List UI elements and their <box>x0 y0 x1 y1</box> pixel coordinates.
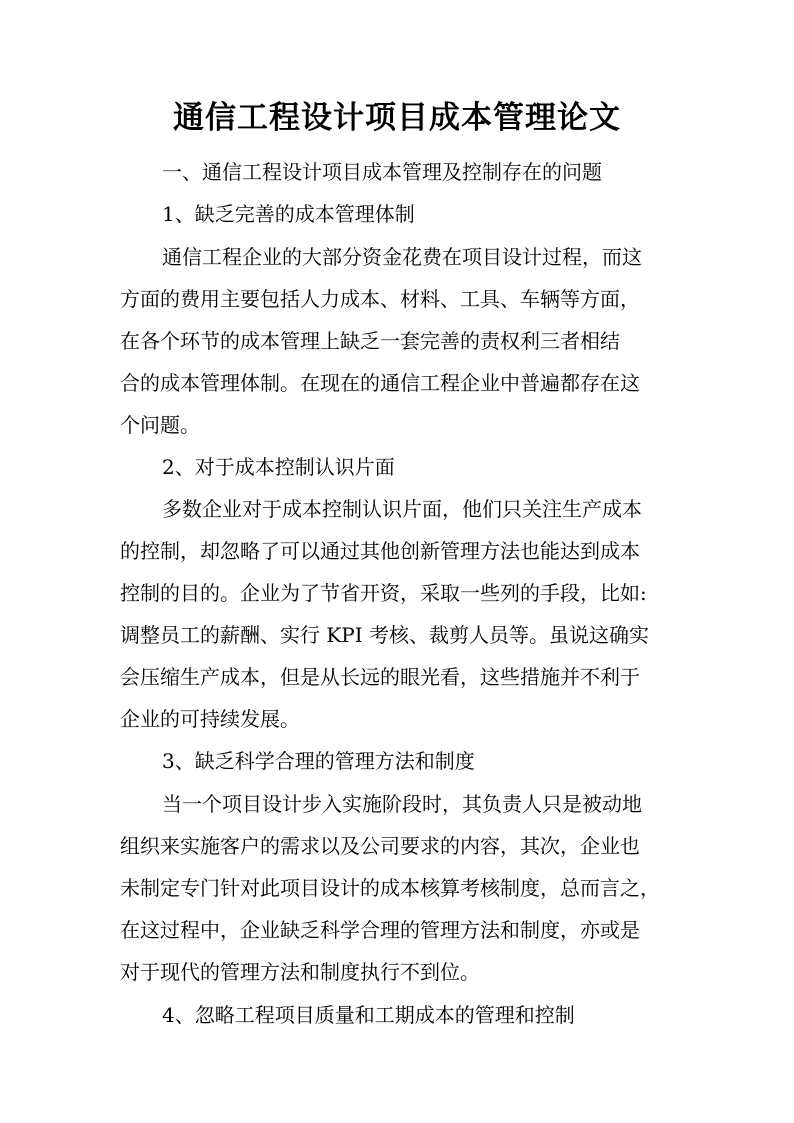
paragraph-line: 调整员工的薪酬、实行 KPI 考核、裁剪人员等。虽说这确实 <box>120 623 650 647</box>
paragraph-line: 方面的费用主要包括人力成本、材料、工具、车辆等方面， <box>120 287 640 311</box>
paragraph-line: 个问题。 <box>120 413 200 437</box>
paragraph-line: 在这过程中，企业缺乏科学合理的管理方法和制度，亦或是 <box>120 918 640 942</box>
paragraph-line: 的控制，却忽略了可以通过其他创新管理方法也能达到成本 <box>120 539 640 563</box>
paragraph-line: 企业的可持续发展。 <box>120 707 300 731</box>
subsection-heading-1: 1、缺乏完善的成本管理体制 <box>162 202 415 226</box>
paragraph-line: 控制的目的。企业为了节省开资，采取一些列的手段，比如: <box>120 581 647 605</box>
paragraph-line: 会压缩生产成本，但是从长远的眼光看，这些措施并不利于 <box>120 665 640 689</box>
paragraph-line: 通信工程企业的大部分资金花费在项目设计过程，而这 <box>162 245 642 269</box>
paragraph-line: 对于现代的管理方法和制度执行不到位。 <box>120 960 480 984</box>
paragraph-line: 在各个环节的成本管理上缺乏一套完善的责权利三者相结 <box>120 329 620 353</box>
paragraph-line: 未制定专门针对此项目设计的成本核算考核制度，总而言之， <box>120 876 660 900</box>
document-title: 通信工程设计项目成本管理论文 <box>173 100 621 136</box>
paragraph-line: 当一个项目设计步入实施阶段时，其负责人只是被动地 <box>162 792 642 816</box>
paragraph-line: 多数企业对于成本控制认识片面，他们只关注生产成本 <box>162 497 642 521</box>
subsection-heading-3: 3、缺乏科学合理的管理方法和制度 <box>162 749 475 773</box>
paragraph-line: 合的成本管理体制。在现在的通信工程企业中普遍都存在这 <box>120 371 640 395</box>
subsection-heading-4: 4、忽略工程项目质量和工期成本的管理和控制 <box>162 1003 575 1027</box>
paragraph-line: 组织来实施客户的需求以及公司要求的内容，其次，企业也 <box>120 834 640 858</box>
section-heading-1: 一、通信工程设计项目成本管理及控制存在的问题 <box>162 160 602 184</box>
subsection-heading-2: 2、对于成本控制认识片面 <box>162 455 395 479</box>
